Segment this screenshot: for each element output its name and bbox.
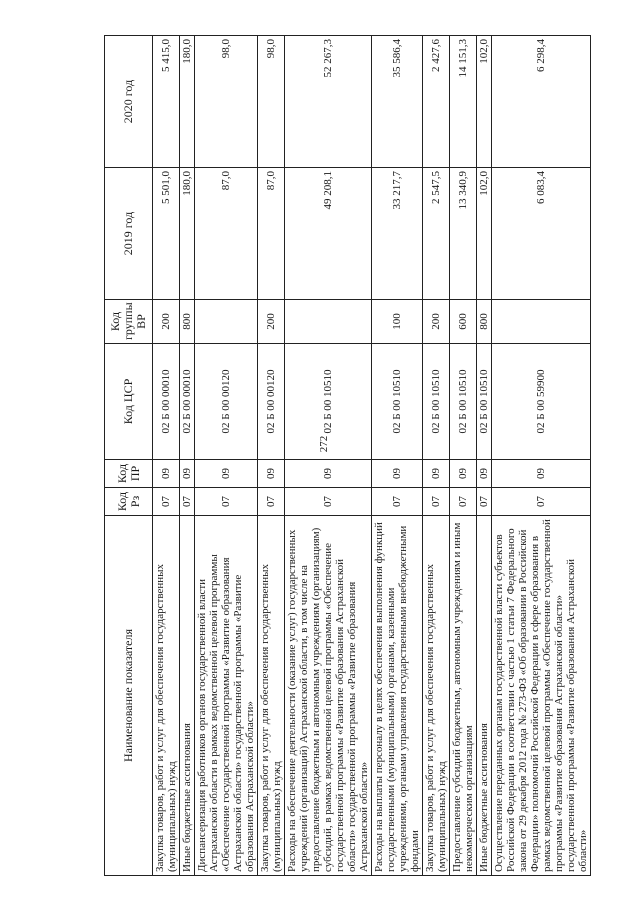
header-2019: 2019 год bbox=[105, 168, 153, 300]
row-pr: 09 bbox=[285, 460, 372, 488]
row-name: Закупка товаров, работ и услуг для обеспечения государственных (муниципальных) нужд bbox=[423, 516, 450, 876]
row-name: Расходы на выплаты персоналу в целях обеспечения выполнения функций государственными (муниципальными) органами, казенными учреждениями, органами управления государственными внебюджетными фондами bbox=[372, 516, 423, 876]
row-pr: 09 bbox=[450, 460, 477, 488]
row-2019: 6 083,4 bbox=[492, 168, 591, 300]
row-2019: 87,0 bbox=[258, 168, 285, 300]
row-2020: 5 415,0 bbox=[153, 36, 180, 168]
row-csr: 02 Б 00 59900 bbox=[492, 344, 591, 460]
row-2019: 180,0 bbox=[180, 168, 195, 300]
table-row bbox=[153, 36, 180, 876]
row-vr: 800 bbox=[180, 300, 195, 344]
header-rz: Код Рз bbox=[105, 488, 153, 516]
row-2020: 2 427,6 bbox=[423, 36, 450, 168]
row-csr: 02 Б 00 10510 bbox=[285, 344, 372, 460]
table-row bbox=[450, 36, 477, 876]
row-rz: 07 bbox=[153, 488, 180, 516]
row-name: Закупка товаров, работ и услуг для обеспечения государственных (муниципальных) нужд bbox=[258, 516, 285, 876]
row-2019: 33 217,7 bbox=[372, 168, 423, 300]
table-row bbox=[492, 36, 591, 876]
row-vr: 600 bbox=[450, 300, 477, 344]
row-vr bbox=[492, 300, 591, 344]
row-2020: 35 586,4 bbox=[372, 36, 423, 168]
row-pr: 09 bbox=[180, 460, 195, 488]
budget-table bbox=[104, 35, 591, 876]
row-pr: 09 bbox=[372, 460, 423, 488]
table-row bbox=[180, 36, 195, 876]
row-csr: 02 Б 00 00010 bbox=[153, 344, 180, 460]
row-2019: 2 547,5 bbox=[423, 168, 450, 300]
row-2020: 98,0 bbox=[195, 36, 258, 168]
row-rz: 07 bbox=[285, 488, 372, 516]
row-2020: 102,0 bbox=[477, 36, 492, 168]
header-vr: Код группы ВР bbox=[105, 300, 153, 344]
row-csr: 02 Б 00 00120 bbox=[258, 344, 285, 460]
row-rz: 07 bbox=[423, 488, 450, 516]
row-name: Осуществление переданных органам государственной власти субъектов Российской Федерации в соответствии с частью 1 статьи 7 Федерального закона от 29 декабря 2012 года № 273-ФЗ «Об образовании в Российской Федерации» полномочий Российской Федерации в сфере образования в рамках ведомственной целевой программы «Обеспечение государственной программы «Развитие образования Астраханской области» государственной программы «Развитие образования Астраханской области» bbox=[492, 516, 591, 876]
row-rz: 07 bbox=[180, 488, 195, 516]
header-2020: 2020 год bbox=[105, 36, 153, 168]
row-vr: 100 bbox=[372, 300, 423, 344]
row-name: Диспансеризация работников органов государственной власти Астраханской области в рамках ведомственной целевой программы «Обеспечение государственной программы «Развитие образования Астраханской области» государственной программы «Развитие образования Астраханской области» bbox=[195, 516, 258, 876]
row-2020: 98,0 bbox=[258, 36, 285, 168]
row-vr bbox=[195, 300, 258, 344]
row-pr: 09 bbox=[153, 460, 180, 488]
row-2019: 87,0 bbox=[195, 168, 258, 300]
rotated-budget-table bbox=[104, 36, 589, 876]
row-csr: 02 Б 00 10510 bbox=[450, 344, 477, 460]
row-name: Закупка товаров, работ и услуг для обеспечения государственных (муниципальных) нужд bbox=[153, 516, 180, 876]
table-row bbox=[285, 36, 372, 876]
row-pr: 09 bbox=[492, 460, 591, 488]
row-rz: 07 bbox=[258, 488, 285, 516]
row-rz: 07 bbox=[450, 488, 477, 516]
row-csr: 02 Б 00 00120 bbox=[195, 344, 258, 460]
row-name: Предоставление субсидий бюджетным, автономным учреждениям и иным некоммерческим организациям bbox=[450, 516, 477, 876]
row-pr: 09 bbox=[477, 460, 492, 488]
row-vr: 800 bbox=[477, 300, 492, 344]
row-2019: 102,0 bbox=[477, 168, 492, 300]
row-csr: 02 Б 00 00010 bbox=[180, 344, 195, 460]
row-2020: 6 298,4 bbox=[492, 36, 591, 168]
row-csr: 02 Б 00 10510 bbox=[372, 344, 423, 460]
row-vr: 200 bbox=[153, 300, 180, 344]
row-2019: 13 340,9 bbox=[450, 168, 477, 300]
row-rz: 07 bbox=[492, 488, 591, 516]
row-vr bbox=[285, 300, 372, 344]
row-pr: 09 bbox=[195, 460, 258, 488]
row-vr: 200 bbox=[423, 300, 450, 344]
header-csr: Код ЦСР bbox=[105, 344, 153, 460]
table-row bbox=[477, 36, 492, 876]
table-row bbox=[195, 36, 258, 876]
row-csr: 02 Б 00 10510 bbox=[423, 344, 450, 460]
row-csr: 02 Б 00 10510 bbox=[477, 344, 492, 460]
row-rz: 07 bbox=[195, 488, 258, 516]
table-row bbox=[372, 36, 423, 876]
header-name: Наименование показателя bbox=[105, 516, 153, 876]
row-vr: 200 bbox=[258, 300, 285, 344]
row-pr: 09 bbox=[258, 460, 285, 488]
page-number: 272 bbox=[318, 435, 330, 453]
row-2019: 49 208,1 bbox=[285, 168, 372, 300]
row-rz: 07 bbox=[372, 488, 423, 516]
row-2020: 52 267,3 bbox=[285, 36, 372, 168]
row-pr: 09 bbox=[423, 460, 450, 488]
table-row bbox=[423, 36, 450, 876]
header-pr: Код ПР bbox=[105, 460, 153, 488]
table-header-row bbox=[105, 36, 153, 876]
row-name: Иные бюджетные ассигнования bbox=[477, 516, 492, 876]
row-name: Расходы на обеспечение деятельности (оказание услуг) государственных учреждений (организаций) Астраханской области, в том числе на предоставление бюджетным и автономным учреждениям (организациям) субсидий, в рамках ведомственной целевой программы «Обеспечение государственной программы «Развитие образования Астраханской области» государственной программы «Развитие образования Астраханской области» bbox=[285, 516, 372, 876]
row-2020: 14 151,3 bbox=[450, 36, 477, 168]
row-name: Иные бюджетные ассигнования bbox=[180, 516, 195, 876]
row-rz: 07 bbox=[477, 488, 492, 516]
row-2019: 5 501,0 bbox=[153, 168, 180, 300]
row-2020: 180,0 bbox=[180, 36, 195, 168]
table-row bbox=[258, 36, 285, 876]
